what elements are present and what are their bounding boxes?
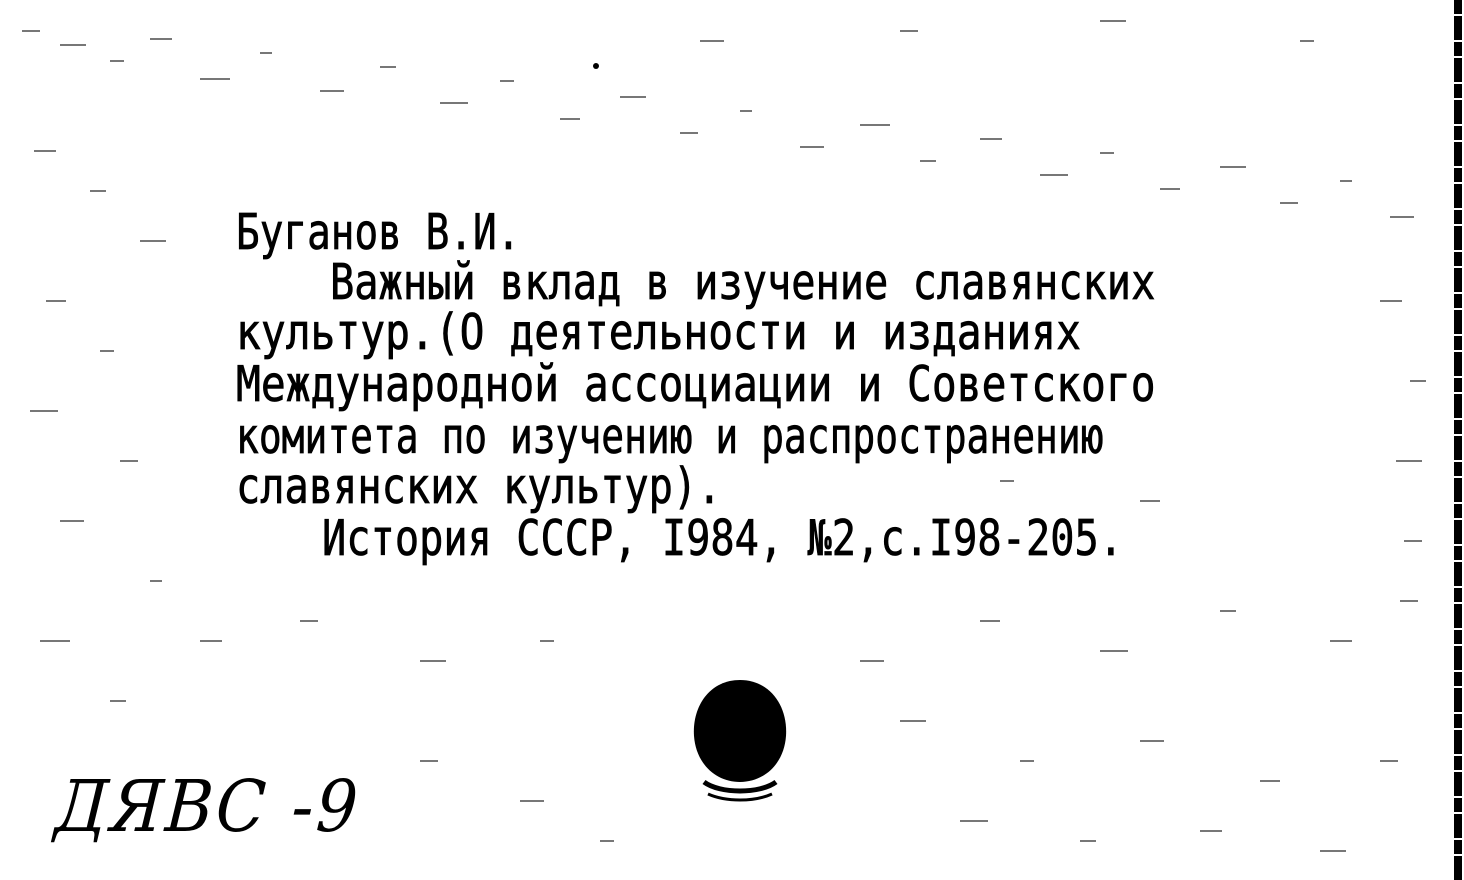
title-line-5: славянских культур).	[236, 457, 722, 516]
shelfmark: ДЯВС -9	[52, 766, 364, 849]
title-line-2: культур.(О деятельности и изданиях	[236, 303, 1081, 362]
card-edge	[1454, 0, 1462, 880]
title-line-3: Международной ассоциации и Советского	[236, 355, 1156, 414]
title-line-1: Важный вклад в изучение славянских	[330, 253, 1156, 312]
author-name: Буганов В.И.	[236, 203, 521, 262]
punch-hole	[690, 678, 790, 803]
title-line-4: комитета по изучению и распространению	[236, 407, 1104, 466]
source-citation: История СССР, I984, №2,с.I98-205.	[322, 509, 1124, 568]
